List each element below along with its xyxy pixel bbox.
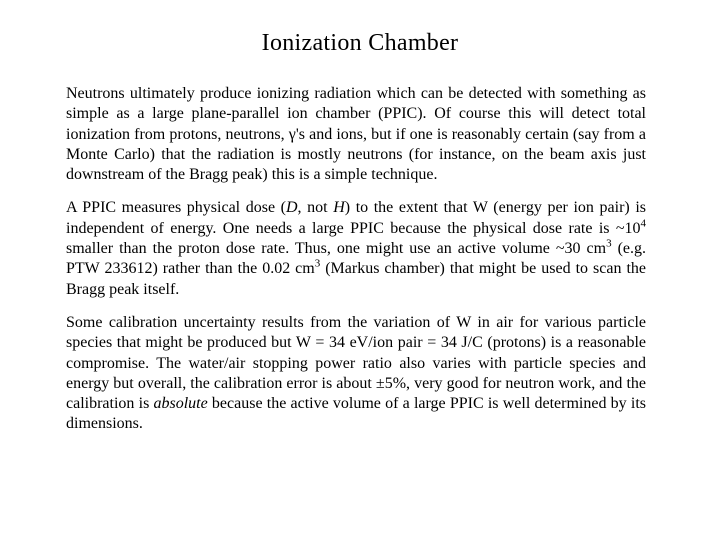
text-run: Some calibration uncertainty results from the variation of W in air for various particle species that might be produced but W = 34 eV/ion pair = 34 J/C (protons) is a reasonable compromise. The water/air stopping power ratio also varies with particle species and energy but overall, the calibration error is about ±5%, very good for neutron work, and the calibration is — [66, 313, 646, 413]
exponent: 3 — [314, 258, 321, 271]
emphasis-absolute: absolute — [153, 395, 208, 413]
text-run: because the active volume of a large PPIC is well determined by its dimensions. — [66, 395, 646, 433]
dose-symbol-h: H — [333, 199, 345, 217]
paragraph-physical-dose — [66, 198, 646, 299]
text-run: A PPIC measures physical dose ( — [66, 199, 286, 217]
text-run: , not — [297, 199, 334, 217]
exponent: 3 — [606, 237, 612, 250]
paragraph-neutrons-ppic: Neutrons ultimately produce ionizing radiation which can be detected with something as simple as a large plane-parallel ion chamber (PPIC). Of course this will detect total ionization from protons, neutrons, γ's and ions, but if one is reasonably certain (say from a Monte Carlo) that the radiation is mostly neutrons (for instance, on the beam axis just downstream of the Bragg peak) this is a simple technique. — [66, 85, 646, 184]
exponent: 4 — [640, 217, 646, 230]
text-run: (e.g. PTW 233612) rather than the 0.02 cm — [66, 240, 646, 278]
slide-body — [66, 84, 646, 448]
text-run: (Markus chamber) that might be used to scan the Bragg peak itself. — [66, 260, 646, 298]
dose-symbol-d: D — [285, 199, 298, 217]
paragraph-calibration — [66, 313, 646, 435]
text-run: smaller than the proton dose rate. Thus, one might use an active volume ~30 cm — [66, 240, 607, 258]
slide-title: Ionization Chamber — [261, 30, 459, 56]
text-run: ) to the extent that W (energy per ion pair) is independent of energy. One needs a large PPIC because the physical dose rate is ~10 — [66, 199, 647, 237]
